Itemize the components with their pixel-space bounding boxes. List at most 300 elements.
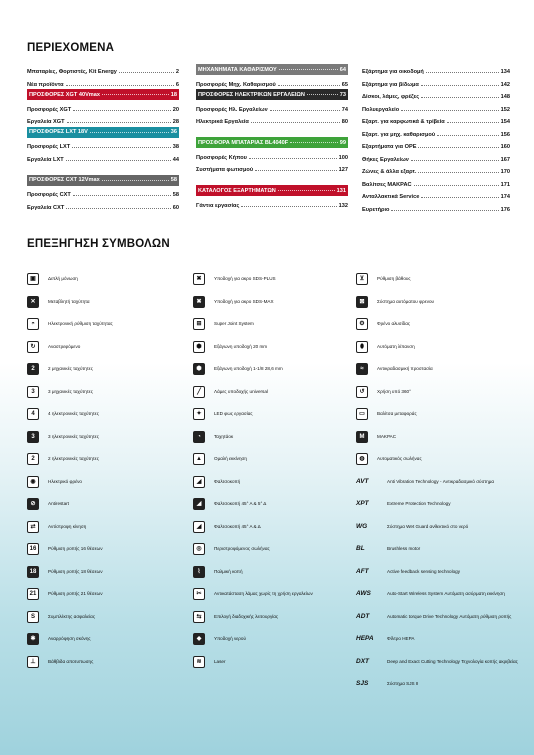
toc-leader-dots xyxy=(414,185,499,186)
reverse-rotation-icon: ⇄ xyxy=(27,521,39,533)
symbol-entry xyxy=(356,471,526,494)
symbol-entry xyxy=(356,291,526,314)
toc-spacer xyxy=(196,175,348,184)
xpt-logo-icon: XPT xyxy=(356,500,369,507)
symbol-entry xyxy=(27,426,187,449)
symbol-description: 3 μηχανικές ταχύτητες xyxy=(48,388,93,394)
toc-spacer xyxy=(196,127,348,136)
cutting-depth-icon: ⊥ xyxy=(27,656,39,668)
symbol-entry xyxy=(193,516,353,539)
symbol-description: Εξάγωνη υποδοχή 20 mm xyxy=(214,343,268,349)
toc-entry-label: ΠΡΟΣΦΟΡΕΣ LXT 18V xyxy=(29,129,88,135)
toc-page-number: 148 xyxy=(500,94,510,100)
symbol-entry xyxy=(193,336,353,359)
symbol-description: Ρύθμιση ροπής 16 θέσεων xyxy=(48,546,103,552)
toc-leader-dots xyxy=(73,195,171,196)
toc-entry-label: ΜΗΧΑΝΗΜΑΤΑ ΚΑΘΑΡΙΣΜΟΥ xyxy=(198,66,277,73)
toc-entry[interactable] xyxy=(27,64,179,75)
avt-logo-icon: AVT xyxy=(356,477,369,485)
toc-entry-label: Νέα προϊόντα xyxy=(27,81,64,88)
symbol-description: Υποδοχή για ακρο SDS-PLUS xyxy=(214,276,276,282)
toc-leader-dots xyxy=(426,72,499,73)
hepa-logo-icon: HEPA xyxy=(356,635,374,642)
toc-leader-dots xyxy=(447,122,499,123)
toc-entry-label: ΚΑΤΑΛΟΓΟΣ ΕΞΑΡΤΗΜΑΤΩΝ xyxy=(198,187,276,194)
symbol-description: Φαλτσοκοπή 45° Α & Δ xyxy=(214,523,261,529)
toc-leader-dots xyxy=(270,110,340,111)
symbol-entry xyxy=(356,268,526,291)
symbol-description: Automatic torque Drive Technology Αυτόματη ρύθμιση ροπής xyxy=(387,613,512,619)
sds-max-icon: ✖ xyxy=(193,296,205,308)
symbol-description: Active feedback sensing technology xyxy=(387,568,461,574)
toc-page-number: 134 xyxy=(500,69,510,75)
symbol-description: Super Joint System xyxy=(214,321,254,327)
toc-page-number: 131 xyxy=(336,187,346,194)
toc-column-2 xyxy=(196,64,348,210)
toc-leader-dots xyxy=(251,122,340,123)
toc-entry-label: Βαλίτσες MAKPAC xyxy=(362,181,412,188)
symbol-description: Περιστροφόμενος σωλήνας xyxy=(214,546,270,552)
symbol-description: Αναστρεφόμενο xyxy=(48,343,81,349)
symbol-description: Σύστημα Wet Guard ανθεκτικό στο νερό xyxy=(387,523,469,529)
toc-leader-dots xyxy=(421,97,499,98)
two-speed-icon: 2 xyxy=(27,363,39,375)
pendulum-icon: ⌇ xyxy=(193,566,205,578)
toc-column-3 xyxy=(362,64,510,214)
symbol-entry xyxy=(193,448,353,471)
toc-entry[interactable] xyxy=(27,77,179,88)
symbol-description: Antirestart xyxy=(48,501,69,507)
wet-guard-icon: WG xyxy=(356,522,368,530)
bevel-45-5-icon: ◢ xyxy=(193,498,205,510)
toc-entry[interactable] xyxy=(362,139,510,150)
toc-entry-label: Προσφορές Ηλ. Εργαλείων xyxy=(196,106,268,113)
symbol-description: Επιλογή διαδοχικής λειτουργίας xyxy=(214,613,279,619)
symbol-description: Βάθβιδα αποτυπωσης xyxy=(48,658,94,664)
toc-entry[interactable] xyxy=(196,150,348,161)
toc-page-number: 64 xyxy=(339,66,346,73)
toc-leader-dots xyxy=(290,142,338,143)
toc-leader-dots xyxy=(411,160,499,161)
toc-section-header[interactable] xyxy=(27,89,179,100)
symbol-entry xyxy=(356,336,526,359)
symbol-entry xyxy=(193,561,353,584)
toc-entry[interactable] xyxy=(362,77,510,88)
toc-entry[interactable] xyxy=(362,102,510,113)
toc-entry[interactable] xyxy=(362,114,510,125)
symbol-description: Ρύθμιση βάθους xyxy=(377,276,411,282)
symbol-entry xyxy=(356,673,526,696)
symbol-entry xyxy=(356,493,526,516)
auto-lube-icon: ⬮ xyxy=(356,341,368,353)
symbol-description: Deep and Exact Cutting Technology Τεχνολογία κοπής ακριβείας xyxy=(387,658,518,664)
toc-entry-label: Μπαταρίες, Φορτιστές, Kit Energy xyxy=(27,69,117,75)
symbol-entry xyxy=(193,471,353,494)
toc-leader-dots xyxy=(418,172,498,173)
universal-blade-icon: ╱ xyxy=(193,386,205,398)
toc-entry[interactable] xyxy=(27,139,179,150)
three-electronic-speed-icon: 3 xyxy=(27,431,39,443)
toc-leader-dots xyxy=(437,135,499,136)
toc-leader-dots xyxy=(255,170,337,171)
toc-entry-label: Ανταλλακτικά Service xyxy=(362,194,420,200)
toc-entry-label: Εξαρτήματα για OPE xyxy=(362,144,417,150)
symbol-entry xyxy=(27,291,187,314)
electronic-speed-icon: ◓ xyxy=(27,318,39,330)
symbol-description: Ηλεκτρικό φρένο xyxy=(48,478,82,484)
electric-brake-icon: ◉ xyxy=(27,476,39,488)
toc-entry-label: ΠΡΟΣΦΟΡΑ ΜΠΑΤΑΡΙΑΣ BL4040F xyxy=(198,139,289,146)
toc-page-number: 154 xyxy=(500,119,510,125)
reversible-icon: ↻ xyxy=(27,341,39,353)
symbol-entry xyxy=(27,448,187,471)
led-light-icon: ✦ xyxy=(193,408,205,420)
toc-entry-label: Προσφορές CXT xyxy=(27,192,71,198)
symbol-entry xyxy=(27,606,187,629)
toc-page-number: 38 xyxy=(172,144,179,150)
toc-section-header[interactable] xyxy=(196,89,348,100)
symbol-entry xyxy=(27,358,187,381)
toc-page-number: 65 xyxy=(341,81,348,88)
toc-entry[interactable] xyxy=(27,187,179,198)
double-insulation-icon: ▣ xyxy=(27,273,39,285)
toc-page-number: 73 xyxy=(339,91,346,98)
toc-entry[interactable] xyxy=(362,202,510,213)
symbol-description: MAKPAC xyxy=(377,433,397,439)
symbol-entry xyxy=(27,651,187,674)
symbol-description: Auto-Start Wireless System Αυτόματη ασύρματη εκκίνηση xyxy=(387,591,505,597)
symbol-description: LED φως εργασίας xyxy=(214,411,253,417)
symbol-description: Αντικατάσταση λάμας χωρίς τη χρήση εργαλείων xyxy=(214,591,313,597)
toc-column-1 xyxy=(27,64,179,212)
toc-entry[interactable] xyxy=(362,189,510,200)
symbol-entry xyxy=(193,313,353,336)
symbol-description: Αναρρόφηση σκόνης xyxy=(48,636,91,642)
symbol-entry xyxy=(193,606,353,629)
toc-leader-dots xyxy=(391,210,498,211)
toc-entry-label: Πολυεργαλείο xyxy=(362,106,400,113)
toc-entry[interactable] xyxy=(196,198,348,209)
symbol-entry xyxy=(27,381,187,404)
symbol-description: Αντίστροφη κίνηση xyxy=(48,523,87,529)
symbol-entry xyxy=(193,628,353,651)
symbol-description: Laser xyxy=(214,658,226,664)
symbol-entry xyxy=(27,583,187,606)
symbol-description: Ταχητάοκ xyxy=(214,433,234,439)
symbol-description: 3 ηλεκτρονικές ταχύτητες xyxy=(48,433,99,439)
toc-entry[interactable] xyxy=(27,102,179,113)
symbol-entry xyxy=(193,651,353,674)
toc-leader-dots xyxy=(307,94,338,95)
symbol-description: Αυτόματη λίπανση xyxy=(377,343,415,349)
toc-entry-label: Ευρετήριο xyxy=(362,206,390,213)
safety-clutch-icon: S xyxy=(27,611,39,623)
symbol-description: Extreme Protection Technology xyxy=(387,501,451,507)
symbol-entry xyxy=(193,403,353,426)
super-joint-icon: ⊞ xyxy=(193,318,205,330)
toc-leader-dots xyxy=(119,72,174,73)
symbol-entry xyxy=(27,628,187,651)
toc-page-number: 2 xyxy=(175,69,179,75)
symbol-description: Brushless motor xyxy=(387,546,421,552)
rotation-360-icon: ↺ xyxy=(356,386,368,398)
symbol-entry xyxy=(27,516,187,539)
toc-leader-dots xyxy=(278,190,335,191)
symbol-description: Συμπλέκτης ασφαλείας xyxy=(48,613,96,619)
toc-page-number: 18 xyxy=(170,91,177,98)
toc-entry-label: Εργαλεία LXT xyxy=(27,156,64,163)
toc-page-number: 58 xyxy=(170,177,177,183)
symbol-description: Βαλίτσα μεταφοράς xyxy=(377,411,417,417)
dust-extraction-icon: ✱ xyxy=(27,633,39,645)
symbol-description: Χρήση υπό 360° xyxy=(377,388,411,394)
toc-leader-dots xyxy=(418,147,498,148)
torque-16-icon: 16 xyxy=(27,543,39,555)
symbol-description: Ηλεκτρονική ρύθμιση ταχύτητας xyxy=(48,321,113,327)
toc-entry[interactable] xyxy=(362,64,510,75)
symbols-column-1 xyxy=(27,268,187,673)
auto-tube-icon: ◍ xyxy=(356,453,368,465)
toc-leader-dots xyxy=(401,110,499,111)
laser-icon: ≋ xyxy=(193,656,205,668)
brushless-icon: BL xyxy=(356,545,365,552)
toolless-blade-icon: ✂ xyxy=(193,588,205,600)
symbol-description: Διπλή μόνωση xyxy=(48,276,78,282)
toc-entry-label: Εργαλεία XGT xyxy=(27,119,65,125)
symbol-description: 4 ηλεκτρονικές ταχύτητες xyxy=(48,411,99,417)
symbols-column-3 xyxy=(356,268,526,696)
toc-section-header[interactable] xyxy=(196,64,348,75)
toc-entry[interactable] xyxy=(362,89,510,100)
symbol-entry xyxy=(356,313,526,336)
soft-start-icon: ▲ xyxy=(193,453,205,465)
toc-page-number: 142 xyxy=(500,81,510,88)
toc-entry[interactable] xyxy=(196,77,348,88)
toc-entry[interactable] xyxy=(362,164,510,175)
symbol-description: Φρένο αλυσίδας xyxy=(377,321,411,327)
toc-entry[interactable] xyxy=(196,102,348,113)
symbol-description: Anti Vibration Technology - Αντικραδασμικό σύστημα xyxy=(387,478,495,484)
toc-entry-label: Ηλεκτρικά Εργαλεία xyxy=(196,119,249,125)
toc-page-number: 99 xyxy=(339,139,346,146)
symbol-entry xyxy=(27,336,187,359)
symbol-entry xyxy=(193,268,353,291)
toc-entry[interactable] xyxy=(27,152,179,163)
torque-21-icon: 21 xyxy=(27,588,39,600)
toc-entry[interactable] xyxy=(196,162,348,173)
toc-leader-dots xyxy=(66,208,171,209)
carry-case-icon: ▭ xyxy=(356,408,368,420)
symbol-entry xyxy=(193,358,353,381)
symbol-entry xyxy=(356,651,526,674)
toc-entry-label: Εξάρτημα για οικοδομή xyxy=(362,69,424,75)
toc-page-number: 58 xyxy=(172,192,179,198)
toc-entry-label: Προσφορές XGT xyxy=(27,106,72,113)
toc-entry-label: Εργαλεία CXT xyxy=(27,204,65,211)
toc-entry-label: Συστήματα φωτισμού xyxy=(196,167,254,173)
toc-leader-dots xyxy=(102,180,169,181)
toc-section-header[interactable] xyxy=(196,185,348,196)
toc-page-number: 160 xyxy=(500,144,510,150)
symbol-entry xyxy=(356,516,526,539)
toc-leader-dots xyxy=(66,160,171,161)
toc-entry-label: Προσφορές LXT xyxy=(27,144,71,150)
symbol-description: Εξάγωνη υποδοχή 1-1/8 28,6 mm xyxy=(214,366,283,372)
toc-page-number: 60 xyxy=(172,204,179,211)
four-electronic-speed-icon: 4 xyxy=(27,408,39,420)
symbol-description: Ομαλή εκκίνηση xyxy=(214,456,247,462)
symbol-entry xyxy=(27,538,187,561)
symbol-entry xyxy=(27,403,187,426)
symbol-description: Σύστημα SJS II xyxy=(387,681,419,687)
mode-select-icon: ⇆ xyxy=(193,611,205,623)
symbol-entry xyxy=(356,538,526,561)
toc-entry-label: ΠΡΟΣΦΟΡΕΣ XGT 40Vmax xyxy=(29,91,100,98)
sds-plus-icon: ✖ xyxy=(193,273,205,285)
symbol-entry xyxy=(356,628,526,651)
toc-leader-dots xyxy=(90,132,169,133)
toc-page-number: 174 xyxy=(500,194,510,200)
symbol-entry xyxy=(356,448,526,471)
dxt-logo-icon: DXT xyxy=(356,657,369,665)
toc-page-number: 74 xyxy=(341,106,348,113)
toc-page-number: 170 xyxy=(500,169,510,175)
bevel-icon: ◢ xyxy=(193,476,205,488)
symbol-description: Αντικραδασμική προστασία xyxy=(377,366,433,372)
toc-entry-label: Θήκες Εργαλείων xyxy=(362,156,409,163)
auto-brake-icon: ⊠ xyxy=(356,296,368,308)
symbol-description: Ρύθμιση ροπής 21 θέσεων xyxy=(48,591,103,597)
symbol-entry xyxy=(27,471,187,494)
toc-page-number: 80 xyxy=(341,119,348,125)
toc-page-number: 171 xyxy=(500,181,510,188)
toc-entry[interactable] xyxy=(27,114,179,125)
toc-entry[interactable] xyxy=(362,127,510,138)
toc-entry-label: Γάντια εργασίας xyxy=(196,202,240,209)
water-supply-icon: ◆ xyxy=(193,633,205,645)
orbital-icon: ◎ xyxy=(193,543,205,555)
variable-speed-icon: ✕ xyxy=(27,296,39,308)
toc-entry-label: Ζώνες & άλλα εξαρτ. xyxy=(362,169,417,175)
symbol-entry xyxy=(27,561,187,584)
symbol-entry xyxy=(356,403,526,426)
toc-leader-dots xyxy=(73,110,171,111)
symbol-entry xyxy=(193,583,353,606)
toc-spacer xyxy=(27,164,179,173)
symbol-description: Σύστημα αυτόματου φρενου xyxy=(377,298,435,304)
symbol-description: Φαλτσοκοπή xyxy=(214,478,241,484)
symbol-entry xyxy=(193,291,353,314)
symbol-description: Φαλτσοκοπή 45° Α & 5° Δ xyxy=(214,501,267,507)
contents-title: ΠΕΡΙΕΧΟΜΕΝΑ xyxy=(27,42,115,54)
adt-logo-icon: ADT xyxy=(356,612,370,620)
symbol-description: Αυτοματικός σωλήνας xyxy=(377,456,422,462)
makpac-icon: M xyxy=(356,431,368,443)
aws-logo-icon: AWS xyxy=(356,590,371,597)
toc-page-number: 44 xyxy=(172,156,179,163)
toc-entry[interactable] xyxy=(196,114,348,125)
symbol-description: Υποδοχή για ακρο SDS-MAX xyxy=(214,298,274,304)
toc-entry-label: ΠΡΟΣΦΟΡΕΣ CXT 12Vmax xyxy=(29,177,100,183)
toc-page-number: 36 xyxy=(170,129,177,135)
toc-entry[interactable] xyxy=(362,152,510,163)
toc-leader-dots xyxy=(279,69,338,70)
toc-page-number: 176 xyxy=(500,206,510,213)
symbol-entry xyxy=(193,538,353,561)
symbol-entry xyxy=(193,381,353,404)
toc-page-number: 127 xyxy=(338,167,348,173)
symbol-description: Ρύθμιση ροπής 18 θέσεων xyxy=(48,568,103,574)
toc-entry-label: Δίσκοι, λάμες, φρέζες xyxy=(362,94,420,100)
toc-entry-label: Προσφορές Κήπου xyxy=(196,154,247,161)
toc-page-number: 152 xyxy=(500,106,510,113)
toc-leader-dots xyxy=(241,206,336,207)
symbol-description: Υποδοχή νερού xyxy=(214,636,246,642)
symbol-description: Μεταβλητή ταχύτητα xyxy=(48,298,90,304)
symbol-entry xyxy=(356,358,526,381)
symbol-entry xyxy=(356,426,526,449)
toc-entry[interactable] xyxy=(362,177,510,188)
two-electronic-speed-icon: 2 xyxy=(27,453,39,465)
toc-page-number: 100 xyxy=(338,154,348,161)
anti-vibration-icon: ≈ xyxy=(356,363,368,375)
toc-leader-dots xyxy=(249,158,337,159)
toc-page-number: 156 xyxy=(500,131,510,138)
symbol-entry xyxy=(193,493,353,516)
toc-section-header[interactable] xyxy=(196,137,348,148)
tachometer-icon: ◔ xyxy=(193,431,205,443)
bevel-45-icon: ◢ xyxy=(193,521,205,533)
symbols-column-2 xyxy=(193,268,353,673)
aft-logo-icon: AFT xyxy=(356,567,369,575)
toc-entry-label: Εξαρτ. για μηχ. καθαρισμού xyxy=(362,131,436,138)
symbol-description: Παλμική κοπή xyxy=(214,568,243,574)
toc-entry-label: Προσφορές Μηχ. Καθαρισμού xyxy=(196,81,276,88)
symbol-entry xyxy=(356,606,526,629)
symbol-description: Φίλτρο HEPA xyxy=(387,636,415,642)
toc-entry-label: ΠΡΟΣΦΟΡΕΣ ΗΛΕΚΤΡΙΚΩΝ ΕΡΓΑΛΕΙΩΝ xyxy=(198,91,305,98)
toc-section-header[interactable] xyxy=(27,175,179,186)
toc-leader-dots xyxy=(67,122,171,123)
symbol-entry xyxy=(27,268,187,291)
symbol-entry xyxy=(356,583,526,606)
toc-leader-dots xyxy=(102,94,169,95)
toc-page-number: 167 xyxy=(500,156,510,163)
torque-18-icon: 18 xyxy=(27,566,39,578)
toc-leader-dots xyxy=(66,85,174,86)
symbol-description: 2 ηλεκτρονικές ταχύτητες xyxy=(48,456,99,462)
toc-page-number: 28 xyxy=(172,119,179,125)
hex-20mm-icon: ⬢ xyxy=(193,341,205,353)
depth-adjust-icon: ⊻ xyxy=(356,273,368,285)
three-speed-icon: 3 xyxy=(27,386,39,398)
toc-leader-dots xyxy=(421,197,498,198)
toc-leader-dots xyxy=(72,147,171,148)
toc-leader-dots xyxy=(278,85,340,86)
symbols-title: ΕΠΕΞΗΓΗΣΗ ΣΥΜΒΟΛΩΝ xyxy=(27,238,170,250)
brake-icon: ⚙ xyxy=(356,318,368,330)
symbol-description: 2 μηχανικές ταχύτητες xyxy=(48,366,93,372)
symbol-description: Λάμες υποδοχής universal xyxy=(214,388,268,394)
symbol-entry xyxy=(193,426,353,449)
symbol-entry xyxy=(356,381,526,404)
toc-leader-dots xyxy=(421,85,499,86)
anti-restart-icon: ⊘ xyxy=(27,498,39,510)
toc-entry[interactable] xyxy=(27,200,179,211)
symbol-entry xyxy=(356,561,526,584)
toc-page-number: 132 xyxy=(338,202,348,209)
toc-section-header[interactable] xyxy=(27,127,179,138)
